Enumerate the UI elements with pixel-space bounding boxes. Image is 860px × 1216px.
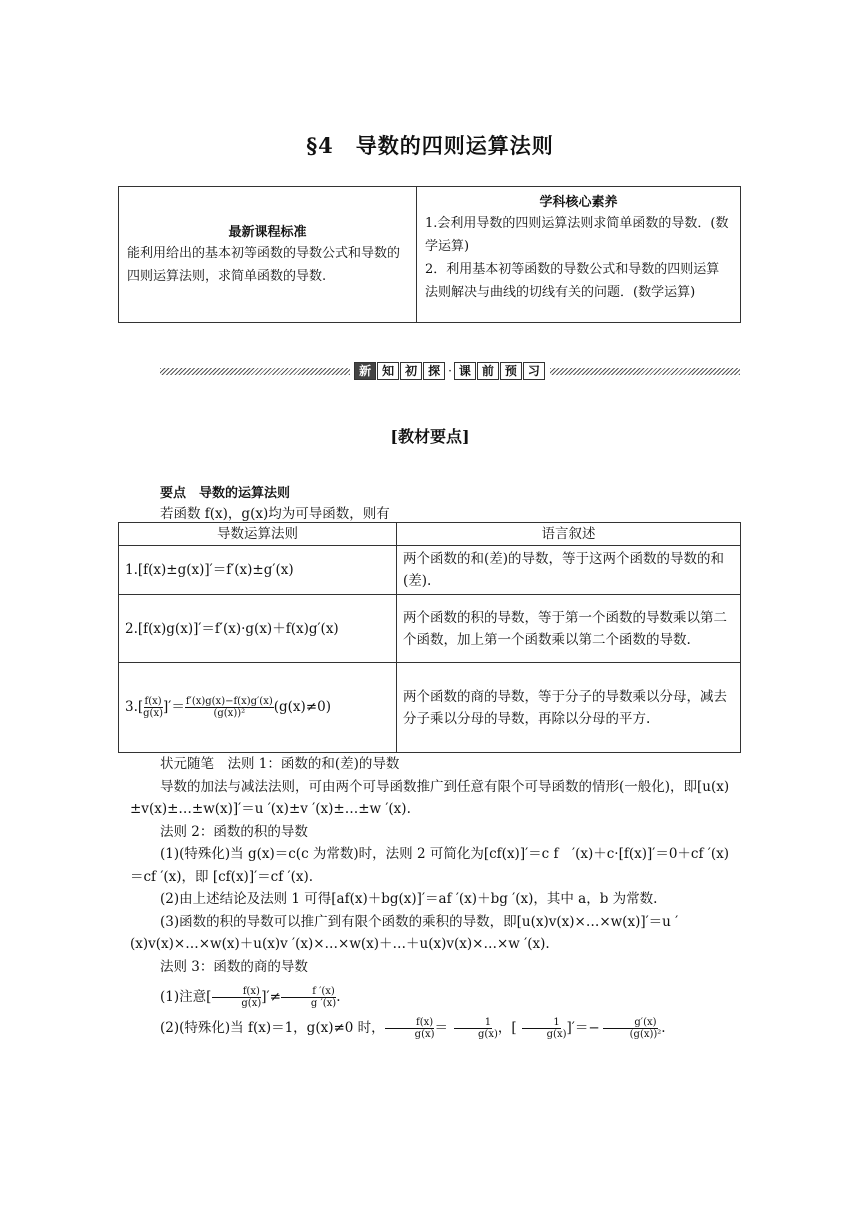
- rule-text: (g(x)≠0): [273, 699, 331, 715]
- note-line: 状元随笔 法则 1：函数的和(差)的导数: [160, 756, 400, 772]
- banner-char: 预: [500, 362, 522, 380]
- note-text: ，[: [497, 1020, 517, 1036]
- fraction: [185, 696, 274, 719]
- numerator: 1: [522, 1017, 560, 1029]
- banner-char: 习: [523, 362, 545, 380]
- table-row: [119, 546, 741, 595]
- section-title: [教材要点]: [390, 427, 470, 446]
- note-text: ＝: [434, 1020, 449, 1036]
- denominator: g(x): [241, 998, 262, 1009]
- denominator: g(x): [143, 708, 163, 719]
- rule-cell: 2.[f(x)g(x)]′＝f′(x)·g(x)＋f(x)g′(x): [119, 595, 397, 663]
- denominator: g(x): [478, 1029, 498, 1040]
- note-text: ]′＝−: [566, 1020, 600, 1036]
- note-line: (2)由上述结论及法则 1 可得[af(x)＋bg(x)]′＝af ′(x)＋bg ′(x)，其中 a，b 为常数.: [160, 891, 658, 907]
- banner-sep: ·: [448, 364, 452, 378]
- denominator: g(x): [546, 1029, 567, 1040]
- note-line: 法则 2：函数的积的导数: [160, 823, 308, 840]
- denominator: g ′(x): [310, 998, 337, 1009]
- note-line: 法则 3：函数的商的导数: [160, 958, 308, 975]
- rule-text: 3.[: [125, 699, 144, 715]
- section-banner: [160, 362, 740, 380]
- core-literacy-item: 2．利用基本初等函数的导数公式和导数的四则运算法则解决与曲线的切线有关的问题．(数学运算): [425, 262, 720, 300]
- note-text: (2)(特殊化)当 f(x)＝1，g(x)≠0 时，: [160, 1020, 385, 1036]
- banner-char: 探: [423, 362, 445, 380]
- note-text: ]′≠: [261, 989, 281, 1005]
- desc-cell: 两个函数的积的导数，等于第一个函数的导数乘以第二个函数，加上第一个函数乘以第二个函数的导数.: [397, 595, 741, 663]
- core-literacy-header: 学科核心素养: [539, 195, 618, 210]
- numerator: f ′(x): [281, 986, 336, 998]
- rule-cell: 1.[f(x)±g(x)]′＝f′(x)±g′(x): [119, 546, 397, 595]
- banner-char: 初: [400, 362, 422, 380]
- fraction: [211, 986, 261, 1009]
- column-header: 语言叙述: [397, 523, 741, 546]
- intro-text: 若函数 f(x)，g(x)均为可导函数，则有: [160, 506, 390, 522]
- banner-char: 课: [454, 362, 476, 380]
- desc-cell: 两个函数的和(差)的导数，等于这两个函数的导数的和(差).: [397, 546, 741, 595]
- numerator: f(x): [385, 1017, 434, 1029]
- fraction: [600, 1017, 662, 1040]
- banner-char: 知: [377, 362, 399, 380]
- denominator: g(x): [414, 1029, 435, 1040]
- denominator: (g(x))²: [629, 1029, 662, 1040]
- rule-cell: [119, 663, 397, 753]
- note-line: (1)(特殊化)当 g(x)＝c(c 为常数)时，法则 2 可简化为[cf(x)]′＝c f ′(x)＋c·[f(x)]′＝0＋cf ′(x)＝cf ′(x)，即 [cf(x)]′＝cf ′(x).: [130, 846, 729, 885]
- desc-cell: 两个函数的商的导数，等于分子的导数乘以分母，减去分子乘以分母的导数，再除以分母的平方.: [397, 663, 741, 753]
- note-line: 导数的加法与减法法则，可由两个可导函数推广到任意有限个可导函数的情形(一般化)，即[u(x)±v(x)±…±w(x)]′＝u ′(x)±v ′(x)±…±w ′(x).: [130, 778, 730, 817]
- standards-table: [118, 186, 741, 323]
- table-row: [119, 595, 741, 663]
- note-line: [130, 1017, 742, 1040]
- fraction: [385, 1017, 435, 1040]
- notes-section: [130, 753, 742, 1040]
- numerator: f′(x)g(x)−f(x)g′(x): [185, 696, 273, 707]
- table-header-row: [119, 523, 741, 546]
- page-title: §4 导数的四则运算法则: [306, 133, 554, 158]
- numerator: g′(x): [603, 1017, 657, 1029]
- rule-text: ]′＝: [163, 699, 185, 715]
- banner-label: [354, 362, 546, 380]
- banner-char: 前: [477, 362, 499, 380]
- note-line: [130, 986, 742, 1009]
- fraction: [517, 1017, 567, 1040]
- note-text: (1)注意[: [160, 989, 212, 1005]
- fraction: [448, 1017, 498, 1040]
- note-text: .: [661, 1020, 666, 1036]
- core-literacy-item: 1.会利用导数的四则运算法则求简单函数的导数．(数学运算): [425, 216, 729, 254]
- fraction: [143, 696, 163, 719]
- denominator: (g(x))²: [213, 708, 246, 719]
- banner-hatch-left: [160, 368, 350, 375]
- standards-right-cell: [417, 187, 740, 322]
- curriculum-standard-header: 最新课程标准: [228, 225, 307, 240]
- rules-table: [118, 522, 741, 753]
- standards-left-cell: [119, 187, 417, 322]
- table-row: [119, 663, 741, 753]
- key-point-heading: 要点 导数的运算法则: [160, 486, 291, 501]
- column-header: 导数运算法则: [119, 523, 397, 546]
- numerator: 1: [454, 1017, 492, 1029]
- note-text: .: [336, 989, 341, 1005]
- fraction: [281, 986, 336, 1009]
- note-line: (3)函数的积的导数可以推广到有限个函数的乘积的导数，即[u(x)v(x)×…×w(x)]′＝u ′(x)v(x)×…×w(x)＋u(x)v ′(x)×…×w(x)＋…＋u(x)v(x)×…×w ′(x).: [130, 913, 679, 952]
- numerator: f(x): [212, 986, 261, 998]
- banner-hatch-right: [550, 368, 740, 375]
- banner-char: 新: [354, 362, 376, 380]
- curriculum-standard-text: 能利用给出的基本初等函数的导数公式和导数的四则运算法则，求简单函数的导数.: [127, 246, 401, 284]
- numerator: f(x): [144, 696, 162, 707]
